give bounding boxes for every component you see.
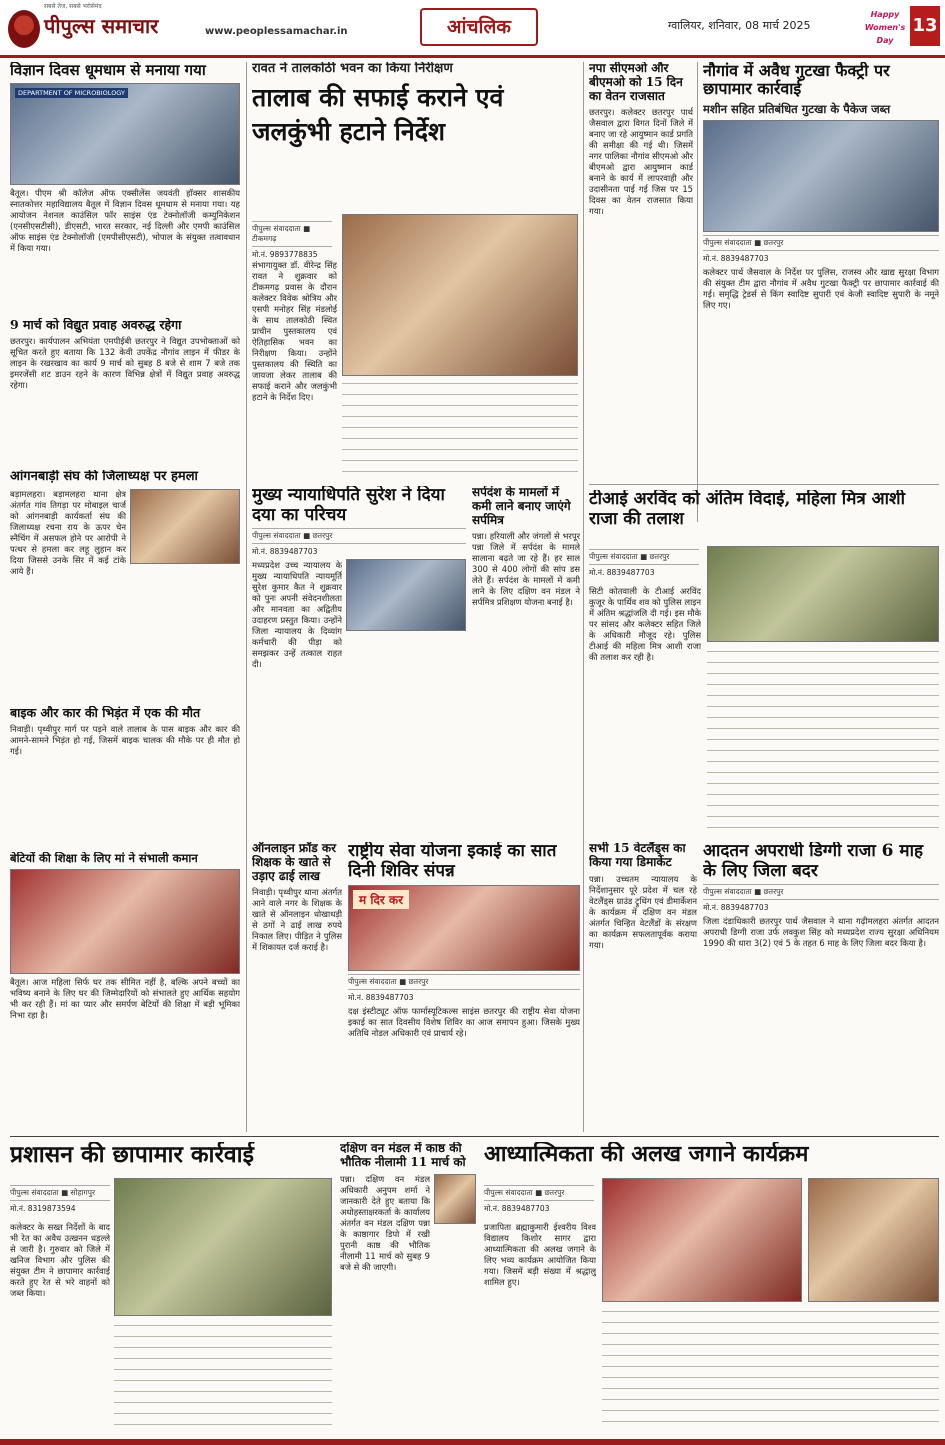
- photo: [130, 489, 240, 564]
- article-kothi-inspection: [252, 62, 578, 480]
- article-daughters-education: [10, 852, 240, 1130]
- mobile-number: मो.नं. 8319873594: [10, 1204, 76, 1213]
- article-body: बैतूल। आज महिला सिर्फ घर तक सीमित नहीं है, बल्कि अपने बच्चों का भविष्य बनाने के लिए घर की जिम्मेदारियों को संभालते हुए आर्थिक सहयोग भी कर रही हैं। मां का प्यार और समर्पण बेटियों की शिक्षा में बड़ी भूमिका निभा रहा है।: [10, 977, 240, 1021]
- section-rule: [589, 484, 939, 485]
- photo: [346, 559, 466, 631]
- article-body: दक्ष इंस्टीट्यूट ऑफ फार्मास्यूटिकल्स साइंस छतरपुर की राष्ट्रीय सेवा योजना इकाई का सात दिवसीय विशेष शिविर का आज समापन हुआ। जिसके मुख्य अतिथि नोडल अधिकारी एवं प्राचार्य रहे।: [348, 1006, 580, 1039]
- article-chief-justice: [252, 486, 466, 836]
- section-title: आंचलिक: [420, 8, 538, 46]
- photo: [10, 83, 240, 185]
- headline[interactable]: 9 मार्च को विद्युत प्रवाह अवरुद्ध रहेगा: [10, 318, 182, 332]
- headline[interactable]: आंगनबाड़ी संघ की जिलाध्यक्ष पर हमला: [10, 470, 198, 484]
- article-body: पन्ना। उच्चतम न्यायालय के निर्देशानुसार पूरे प्रदेश में चल रहे वेटलैंड्स ग्राउंड ट्रुथिंग एवं डीमार्केशन के कार्यक्रम में दक्षिण वन मंडल अंतर्गत चिन्हित वेटलैंडों के संरक्षण का कार्यक्रम सफलतापूर्वक कराया गया।: [589, 873, 697, 950]
- article-meta: [484, 1182, 594, 1214]
- article-body: सिटी कोतवाली के टीआई अरविंद कुजूर के पार्थिव शव को पुलिस लाइन में अंतिम श्रद्धांजलि दी गई। इस मौके पर सांसद और कलेक्टर सहित जिले के अधिकारी मौजूद रहे। पुलिस टीआई की महिला मित्र आशी राजा की तलाश कर रही है।: [589, 586, 701, 662]
- mobile-number: मो.नं. 8839487703: [703, 903, 769, 913]
- dateline: ग्वालियर, शनिवार, 08 मार्च 2025: [668, 19, 811, 32]
- portrait-photo: [434, 1174, 476, 1224]
- byline: पीपुल्स संवाददाता ■ छतरपुर: [589, 549, 699, 565]
- article-meta: [589, 546, 699, 578]
- article-body: बैतूल। पीएम श्री कॉलेज ऑफ एक्सीलेंस जयवंती हॉक्सर शासकीय स्नातकोत्तर महाविद्यालय बैतूल में विज्ञान दिवस धूमधाम से मनाया गया। यह आयोजन नेशनल काउंसिल फॉर साइंस एंड टेक्नोलॉजी कम्युनिकेशन (एनसीएसटीसी), डीएसटी, भारत सरकार, नई दिल्ली और एमपी काउंसिल ऑफ साइंस एंड टेक्नोलॉजी (एमपीसीएसटी), भोपाल के संयुक्त तत्वावधान में किया गया।: [10, 188, 240, 254]
- headline[interactable]: नपा सीएमओ और बीएमओ को 15 दिन का वेतन राजसात: [589, 62, 683, 103]
- website-link[interactable]: www.peoplessamachar.in: [205, 26, 348, 37]
- article-spirituality: [484, 1142, 939, 1432]
- column-rule: [583, 62, 584, 1132]
- newspaper-logo-icon: [8, 10, 40, 48]
- headline[interactable]: सर्पदंश के मामलों में कमी लाने बनाए जाएंगे सर्पमित्र: [472, 486, 571, 527]
- headline[interactable]: आदतन अपराधी डिग्गी राजा 6 माह के लिए जिला बदर: [703, 842, 924, 881]
- footer-bar: [0, 1439, 945, 1445]
- column-rule: [246, 62, 247, 1132]
- article-body: निवाड़ी। पृथ्वीपुर थाना अंतर्गत आने वाले नगर के शिक्षक के खाते से ऑनलाइन धोखाधड़ी से ठगों ने ढाई लाख रुपये निकाल लिए। पीड़ित ने पुलिस में शिकायत दर्ज कराई है।: [252, 887, 342, 953]
- article-body-continued: [602, 1308, 939, 1426]
- photo: [114, 1178, 332, 1316]
- article-body: संभागायुक्त डॉ. वीरेन्द्र सिंह रावत ने शुक्रवार को टीकमगढ़ प्रवास के दौरान कलेक्टर विवेक श्रोत्रिय और एसपी मनोहर सिंह मंडलोई के साथ तालकोठी स्थित प्राचीन पुस्तकालय एवं ऐतिहासिक भवन का निरीक्षण किया। उन्होंने पुस्तकालय की स्थिति का जायजा लेकर तालाब की सफाई कराने और जलकुंभी हटाने के निर्देश दिए।: [252, 260, 337, 402]
- article-body: प्रजापिता ब्रह्माकुमारी ईश्वरीय विश्व विद्यालय किशोर सागर द्वारा आध्यात्मिकता की अलख जगाने के लिए भव्य कार्यक्रम आयोजित किया गया। जिसमें बड़ी संख्या में श्रद्धालु शामिल हुए।: [484, 1222, 596, 1287]
- headline[interactable]: टीआई अरविंद को अंतिम विदाई, महिला मित्र आशी राजा की तलाश: [589, 490, 906, 529]
- photo: [808, 1178, 939, 1302]
- article-ti-farewell: [589, 490, 939, 835]
- byline: पीपुल्स संवाददाता ■ छतरपुर: [484, 1185, 594, 1201]
- headline[interactable]: बाइक और कार की भिड़ंत में एक की मौत: [10, 706, 201, 720]
- headline[interactable]: नौगांव में अवैध गुटखा फैक्ट्री पर छापामार कार्रवाई: [703, 62, 890, 99]
- photo-caption: DEPARTMENT OF MICROBIOLOGY: [15, 88, 128, 98]
- article-body-continued: [342, 380, 578, 476]
- page-number: 13: [910, 6, 940, 46]
- newspaper-logo[interactable]: पीपुल्स समाचार: [44, 14, 159, 38]
- article-body: छतरपुर। कलेक्टर छतरपुर पार्थ जैसवाल द्वारा विगत दिनों जिले में बनाए जा रहे आयुष्मान कार्ड प्रगति की समीक्षा की गई थी। जिसमें नगर पालिका नौगांव सीएमओ और बीएमओ द्वारा आयुष्मान कार्ड बनाने के कार्य में लापरवाही और उदासीनता पाई गई जिस पर 15 दिवस का वेतन राजसात किया गया।: [589, 107, 693, 217]
- article-meta: [252, 218, 332, 260]
- article-snakebite: [472, 486, 580, 836]
- article-online-fraud: [252, 842, 342, 1132]
- article-body-continued: [114, 1322, 332, 1426]
- photo: [10, 869, 240, 974]
- headline[interactable]: प्रशासन की छापामार कार्रवाई: [10, 1142, 254, 1168]
- article-body: छतरपुर। कार्यपालन अभियंता एमपीईबी छतरपुर ने विद्युत उपभोक्ताओं को सूचित करते हुए बताया कि 132 केवी उपकेंद्र नौगांव लाइन में फीडर के लाइन के रखरखाव का कार्य 9 मार्च को सुबह 8 बजे से शाम 7 बजे तक इमरजेंसी शट डाउन रहने के कारण विभिन्न क्षेत्रों में विद्युत प्रवाह अवरुद्ध रहेगा।: [10, 336, 240, 391]
- photo-banner: म दिर कर: [353, 890, 409, 909]
- photo: [348, 885, 580, 971]
- kicker: रावत ने तालकोठी भवन का किया निरीक्षण: [252, 62, 453, 76]
- photo: [707, 546, 939, 642]
- article-cmo-salary: [589, 62, 693, 518]
- byline: पीपुल्स संवाददाता ■ टीकमगढ़: [252, 221, 332, 247]
- article-admin-raid: [10, 1142, 332, 1432]
- headline[interactable]: ऑनलाइन फ्रॉड कर शिक्षक के खाते से उड़ाए ढाई लाख: [252, 842, 336, 883]
- headline[interactable]: सभी 15 वेटलैंड्स का किया गया डिमार्केट: [589, 842, 686, 869]
- byline: पीपुल्स संवाददाता ■ छतरपुर: [703, 235, 939, 251]
- headline[interactable]: दक्षिण वन मंडल में काष्ठ की भौतिक नीलामी 11 मार्च को: [340, 1142, 466, 1169]
- womens-day-badge: Happy Women's Day: [864, 10, 906, 45]
- mobile-number: मो.नं. 8839487703: [703, 254, 769, 263]
- article-nowgong-gutkha: [703, 62, 939, 518]
- byline: पीपुल्स संवाददाता ■ छतरपुर: [348, 974, 580, 990]
- article-wood-auction: [340, 1142, 476, 1432]
- headline[interactable]: राष्ट्रीय सेवा योजना इकाई का सात दिनी शिविर संपन्न: [348, 842, 557, 881]
- article-bike-accident: [10, 706, 240, 846]
- article-body: पन्ना। दक्षिण वन मंडल अधिकारी अनुपम शर्मा ने जानकारी देते हुए बताया कि अधोहस्ताक्षरकर्ता के कार्यालय अंतर्गत वन मंडल दक्षिण पन्ना के काष्ठागार डिपो में रखी पुरानी काष्ठ की भौतिक नीलामी 11 मार्च को सुबह 9 बजे से की जाएगी।: [340, 1173, 430, 1272]
- subhead: मशीन सहित प्रतिबंधित गुटखा के पैकेज जब्त: [703, 101, 891, 116]
- logo-tagline: सबसे तेज, सबसे भरोसेमंद: [44, 3, 102, 10]
- article-body-continued: [707, 648, 939, 828]
- photo: [703, 120, 939, 232]
- photo: [342, 214, 578, 376]
- article-body: जिला दंडाधिकारी छतरपुर पार्थ जैसवाल ने थाना गढ़ीमलहरा अंतर्गत आदतन अपराधी डिग्गी राजा उर्फ लवकुश सिंह को मध्यप्रदेश राज्य सुरक्षा अधिनियम 1990 की धारा 3(2) एवं 5 के तहत 6 माह के लिए जिला बदर किया है।: [703, 916, 939, 949]
- mobile-number: मो.नं. 8839487703: [348, 993, 414, 1003]
- mobile-number: मो.नं. 8839487703: [589, 568, 655, 577]
- headline[interactable]: बेटियों की शिक्षा के लिए मां ने संभाली कमान: [10, 852, 198, 865]
- article-body: कलेक्टर के सख्त निर्देशों के बाद भी रेत का अवैध उत्खनन धड़ल्ले से जारी है। गुरुवार को जिले में खनिज विभाग और पुलिस की संयुक्त टीम ने छापामार कार्रवाई करते हुए रेत से भरे वाहनों को जब्त किया।: [10, 1222, 110, 1298]
- headline[interactable]: तालाब की सफाई कराने एवं जलकुंभी हटाने निर्देश: [252, 82, 504, 146]
- column-rule: [697, 62, 698, 522]
- section-rule: [10, 1136, 939, 1137]
- article-power-cut: [10, 318, 240, 468]
- byline: पीपुल्स संवाददाता ■ छतरपुर: [703, 884, 939, 900]
- article-diggi-raja: [703, 842, 939, 1132]
- masthead: [0, 0, 945, 58]
- photo: [602, 1178, 802, 1302]
- byline: पीपुल्स संवाददाता ■ छतरपुर: [252, 528, 466, 544]
- article-body: मध्यप्रदेश उच्च न्यायालय के मुख्य न्यायाधिपति न्यायमूर्ति सुरेश कुमार कैत ने शुक्रवार को पुनः अपनी संवेदनशीलता और मानवता का अद्वितीय उदाहरण प्रस्तुत किया। उन्होंने जिला न्यायालय के दिव्यांग कर्मचारी की पीड़ा को समझकर उन्हें तत्काल राहत दी।: [252, 560, 342, 670]
- article-nss-camp: [348, 842, 580, 1132]
- article-science-day: [10, 62, 240, 314]
- mobile-number: मो.नं. 8839487703: [252, 547, 318, 557]
- article-body: पन्ना। हरियाली और जंगलों से भरपूर पन्ना जिले में सर्पदंश के मामले सालाना बढ़ते जा रहे हैं। हर साल 300 से 400 लोगों की सांप डस लेते हैं। सर्पदंश के मामलों में कमी लाने के लिए दक्षिण वन मंडल ने सर्पमित्र प्रशिक्षण योजना बनाई है।: [472, 531, 580, 608]
- article-anganwadi: [10, 470, 240, 700]
- headline[interactable]: आध्यात्मिकता की अलख जगाने कार्यक्रम: [484, 1142, 809, 1167]
- article-body: निवाड़ी। पृथ्वीपुर मार्ग पर पड़ने वाले तालाब के पास बाइक और कार की आमने-सामने भिड़ंत हो गई, जिसमें बाइक चालक की मौके पर ही मौत हो गई।: [10, 724, 240, 757]
- article-body: कलेक्टर पार्थ जैसवाल के निर्देश पर पुलिस, राजस्व और खाद्य सुरक्षा विभाग की संयुक्त टीम द्वारा नौगांव में अवैध गुटखा फैक्ट्री पर छापामार कार्रवाई की गई। समृद्धि ट्रेडर्स से किंग स्वादिष्ट सुपारी एवं केजी स्वादिष्ट सुपारी के नमूने लिए गए।: [703, 267, 939, 310]
- article-vetlands: [589, 842, 697, 1132]
- byline: पीपुल्स संवाददाता ■ सोहागपुर: [10, 1185, 110, 1201]
- headline[interactable]: विज्ञान दिवस धूमधाम से मनाया गया: [10, 62, 206, 79]
- article-body: बड़ामलहरा। बड़ामलहरा थाना क्षेत्र अंतर्गत गांव तिगड़ा पर मोबाइल चार्ज को आंगनबाड़ी कार्यकर्ता संघ की जिलाध्यक्ष रचना राय के ऊपर चेन स्नैचिंग में असफल होने पर आरोपी ने पत्थर से हमला कर लहू लुहान कर दिया जिससे उनके सिर में कई टांके आये हैं।: [10, 488, 126, 576]
- article-meta: [10, 1182, 110, 1214]
- mobile-number: मो.नं. 8839487703: [484, 1204, 550, 1213]
- headline[interactable]: मुख्य न्यायाधिपति सुरेश ने दिया दया का परिचय: [252, 486, 445, 525]
- mobile-number: मो.नं. 9893778835: [252, 250, 318, 259]
